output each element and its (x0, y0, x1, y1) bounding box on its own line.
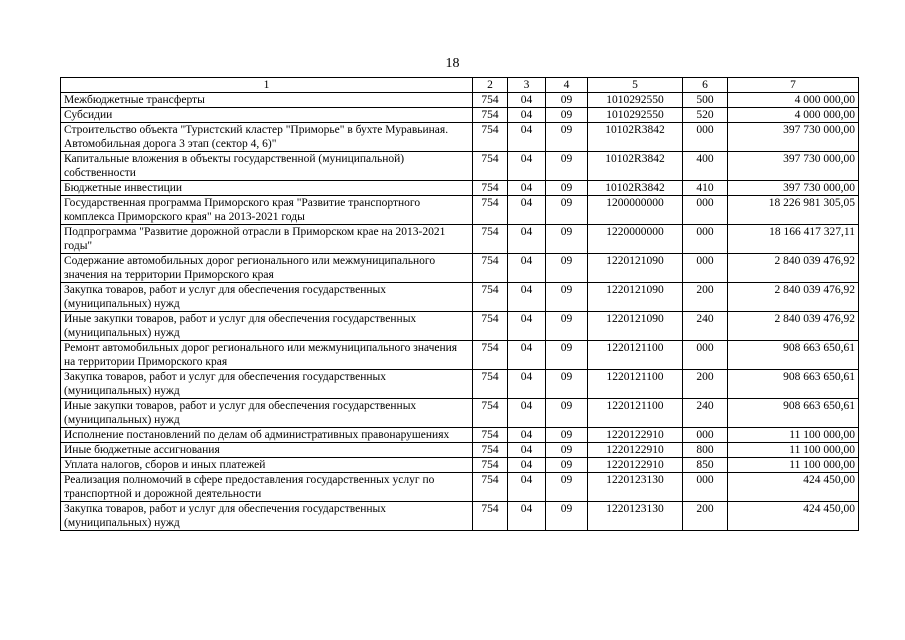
table-row (61, 473, 859, 502)
row-csr-cell: 1010292550 (588, 108, 683, 123)
row-csr-cell: 1220123130 (588, 502, 683, 531)
row-name-cell: Строительство объекта "Туристский кластер "Приморье" в бухте Муравьиная. Автомобильная дорога 3 этап (сектор 4, 6)" (61, 123, 473, 152)
row-pr-cell: 09 (546, 399, 588, 428)
row-ved-cell: 754 (473, 108, 508, 123)
row-ved-cell: 754 (473, 341, 508, 370)
row-ved-cell: 754 (473, 428, 508, 443)
row-pr-cell: 09 (546, 152, 588, 181)
row-name-cell: Государственная программа Приморского края "Развитие транспортного комплекса Приморского края" на 2013-2021 годы (61, 196, 473, 225)
row-name-cell: Закупка товаров, работ и услуг для обеспечения государственных (муниципальных) нужд (61, 283, 473, 312)
row-sum-cell: 11 100 000,00 (728, 443, 859, 458)
row-csr-cell: 10102R3842 (588, 152, 683, 181)
row-vr-cell: 500 (683, 93, 728, 108)
row-sum-cell: 18 166 417 327,11 (728, 225, 859, 254)
row-vr-cell: 800 (683, 443, 728, 458)
row-vr-cell: 200 (683, 283, 728, 312)
row-rz-cell: 04 (508, 399, 546, 428)
row-ved-cell: 754 (473, 254, 508, 283)
row-sum-cell: 397 730 000,00 (728, 123, 859, 152)
row-csr-cell: 10102R3842 (588, 181, 683, 196)
row-pr-cell: 09 (546, 254, 588, 283)
row-sum-cell: 397 730 000,00 (728, 152, 859, 181)
row-sum-cell: 397 730 000,00 (728, 181, 859, 196)
row-csr-cell: 1220121090 (588, 254, 683, 283)
row-csr-cell: 10102R3842 (588, 123, 683, 152)
row-sum-cell: 908 663 650,61 (728, 399, 859, 428)
row-pr-cell: 09 (546, 502, 588, 531)
row-pr-cell: 09 (546, 473, 588, 502)
row-vr-cell: 200 (683, 370, 728, 399)
row-vr-cell: 200 (683, 502, 728, 531)
row-rz-cell: 04 (508, 341, 546, 370)
row-pr-cell: 09 (546, 283, 588, 312)
row-vr-cell: 520 (683, 108, 728, 123)
row-vr-cell: 000 (683, 428, 728, 443)
row-rz-cell: 04 (508, 181, 546, 196)
row-ved-cell: 754 (473, 283, 508, 312)
row-rz-cell: 04 (508, 370, 546, 399)
row-ved-cell: 754 (473, 458, 508, 473)
row-rz-cell: 04 (508, 108, 546, 123)
row-pr-cell: 09 (546, 443, 588, 458)
row-sum-cell: 2 840 039 476,92 (728, 312, 859, 341)
header-cell-5: 5 (588, 78, 683, 93)
table-row (61, 152, 859, 181)
row-rz-cell: 04 (508, 283, 546, 312)
row-rz-cell: 04 (508, 123, 546, 152)
row-pr-cell: 09 (546, 196, 588, 225)
row-rz-cell: 04 (508, 443, 546, 458)
row-name-cell: Закупка товаров, работ и услуг для обеспечения государственных (муниципальных) нужд (61, 502, 473, 531)
row-pr-cell: 09 (546, 370, 588, 399)
row-csr-cell: 1220123130 (588, 473, 683, 502)
row-ved-cell: 754 (473, 181, 508, 196)
row-name-cell: Реализация полномочий в сфере предоставления государственных услуг по транспортной и дорожной деятельности (61, 473, 473, 502)
row-ved-cell: 754 (473, 473, 508, 502)
row-pr-cell: 09 (546, 225, 588, 254)
header-row (61, 78, 859, 93)
row-pr-cell: 09 (546, 108, 588, 123)
row-rz-cell: 04 (508, 428, 546, 443)
row-name-cell: Межбюджетные трансферты (61, 93, 473, 108)
row-sum-cell: 11 100 000,00 (728, 428, 859, 443)
row-ved-cell: 754 (473, 370, 508, 399)
row-ved-cell: 754 (473, 152, 508, 181)
row-sum-cell: 18 226 981 305,05 (728, 196, 859, 225)
row-sum-cell: 4 000 000,00 (728, 93, 859, 108)
row-sum-cell: 424 450,00 (728, 473, 859, 502)
row-csr-cell: 1220122910 (588, 428, 683, 443)
row-ved-cell: 754 (473, 123, 508, 152)
table-row (61, 341, 859, 370)
row-rz-cell: 04 (508, 196, 546, 225)
row-csr-cell: 1220121090 (588, 283, 683, 312)
row-sum-cell: 908 663 650,61 (728, 341, 859, 370)
row-ved-cell: 754 (473, 399, 508, 428)
table-row (61, 399, 859, 428)
row-csr-cell: 1220121100 (588, 399, 683, 428)
row-vr-cell: 410 (683, 181, 728, 196)
row-csr-cell: 1010292550 (588, 93, 683, 108)
row-vr-cell: 000 (683, 341, 728, 370)
table-row (61, 196, 859, 225)
row-rz-cell: 04 (508, 152, 546, 181)
header-cell-6: 6 (683, 78, 728, 93)
row-sum-cell: 11 100 000,00 (728, 458, 859, 473)
row-csr-cell: 1220122910 (588, 458, 683, 473)
header-cell-2: 2 (473, 78, 508, 93)
row-rz-cell: 04 (508, 93, 546, 108)
row-vr-cell: 000 (683, 225, 728, 254)
row-csr-cell: 1200000000 (588, 196, 683, 225)
row-pr-cell: 09 (546, 93, 588, 108)
row-vr-cell: 400 (683, 152, 728, 181)
row-sum-cell: 2 840 039 476,92 (728, 283, 859, 312)
row-name-cell: Уплата налогов, сборов и иных платежей (61, 458, 473, 473)
header-cell-4: 4 (546, 78, 588, 93)
row-name-cell: Иные закупки товаров, работ и услуг для обеспечения государственных (муниципальных) нужд (61, 399, 473, 428)
row-name-cell: Иные закупки товаров, работ и услуг для обеспечения государственных (муниципальных) нужд (61, 312, 473, 341)
table-row (61, 458, 859, 473)
row-sum-cell: 908 663 650,61 (728, 370, 859, 399)
row-csr-cell: 1220000000 (588, 225, 683, 254)
row-name-cell: Бюджетные инвестиции (61, 181, 473, 196)
table-row (61, 254, 859, 283)
row-csr-cell: 1220122910 (588, 443, 683, 458)
row-vr-cell: 000 (683, 473, 728, 502)
table-row (61, 181, 859, 196)
row-name-cell: Капитальные вложения в объекты государственной (муниципальной) собственности (61, 152, 473, 181)
row-ved-cell: 754 (473, 93, 508, 108)
row-sum-cell: 424 450,00 (728, 502, 859, 531)
row-name-cell: Исполнение постановлений по делам об административных правонарушениях (61, 428, 473, 443)
table-row (61, 123, 859, 152)
row-pr-cell: 09 (546, 181, 588, 196)
row-ved-cell: 754 (473, 196, 508, 225)
row-csr-cell: 1220121100 (588, 370, 683, 399)
row-name-cell: Субсидии (61, 108, 473, 123)
table-row (61, 428, 859, 443)
row-sum-cell: 4 000 000,00 (728, 108, 859, 123)
header-cell-3: 3 (508, 78, 546, 93)
row-vr-cell: 240 (683, 399, 728, 428)
header-cell-7: 7 (728, 78, 859, 93)
row-pr-cell: 09 (546, 341, 588, 370)
table-row (61, 312, 859, 341)
row-pr-cell: 09 (546, 312, 588, 341)
row-vr-cell: 000 (683, 123, 728, 152)
budget-table (60, 77, 859, 531)
row-rz-cell: 04 (508, 254, 546, 283)
row-name-cell: Подпрограмма "Развитие дорожной отрасли в Приморском крае на 2013-2021 годы" (61, 225, 473, 254)
row-name-cell: Ремонт автомобильных дорог регионального или межмуниципального значения на территории Приморского края (61, 341, 473, 370)
header-cell-1: 1 (61, 78, 473, 93)
row-rz-cell: 04 (508, 473, 546, 502)
row-vr-cell: 000 (683, 196, 728, 225)
row-pr-cell: 09 (546, 458, 588, 473)
row-vr-cell: 240 (683, 312, 728, 341)
row-ved-cell: 754 (473, 225, 508, 254)
table-row (61, 443, 859, 458)
table-row (61, 283, 859, 312)
table-row (61, 502, 859, 531)
row-rz-cell: 04 (508, 458, 546, 473)
table-row (61, 370, 859, 399)
table-row (61, 93, 859, 108)
row-sum-cell: 2 840 039 476,92 (728, 254, 859, 283)
row-pr-cell: 09 (546, 123, 588, 152)
row-csr-cell: 1220121100 (588, 341, 683, 370)
row-ved-cell: 754 (473, 443, 508, 458)
page-number: 18 (445, 56, 460, 71)
row-name-cell: Иные бюджетные ассигнования (61, 443, 473, 458)
row-ved-cell: 754 (473, 502, 508, 531)
row-rz-cell: 04 (508, 312, 546, 341)
table-row (61, 108, 859, 123)
row-rz-cell: 04 (508, 502, 546, 531)
table-row (61, 225, 859, 254)
row-ved-cell: 754 (473, 312, 508, 341)
row-rz-cell: 04 (508, 225, 546, 254)
row-name-cell: Содержание автомобильных дорог регионального или межмуниципального значения на территории Приморского края (61, 254, 473, 283)
row-pr-cell: 09 (546, 428, 588, 443)
row-csr-cell: 1220121090 (588, 312, 683, 341)
row-vr-cell: 000 (683, 254, 728, 283)
row-name-cell: Закупка товаров, работ и услуг для обеспечения государственных (муниципальных) нужд (61, 370, 473, 399)
row-vr-cell: 850 (683, 458, 728, 473)
